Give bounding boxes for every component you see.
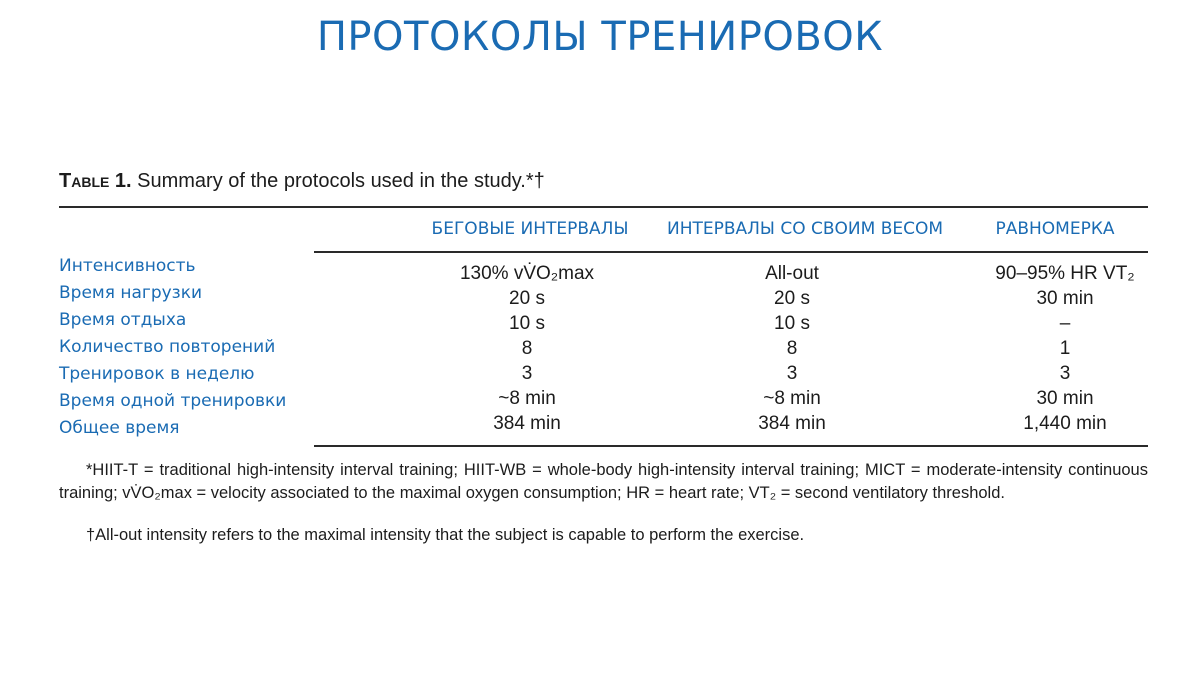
cell-sessions-running: 3 [521,363,533,384]
cell-intensity-continuous: 90–95% HR VT₂ [995,263,1135,284]
row-label-work-time: Время нагрузки [59,283,203,303]
row-label-repetitions: Количество повторений [59,337,276,357]
table-bottom-rule [314,445,1148,447]
cell-rest-time-continuous: – [1059,313,1071,334]
cell-sessions-continuous: 3 [1059,363,1071,384]
footnote-all-out: †All-out intensity refers to the maximal intensity that the subject is capable to perform the exercise. [86,526,805,544]
table-top-rule [59,206,1148,208]
cell-total-time-running: 384 min [493,413,561,434]
table-caption-label: Table 1. [59,170,132,192]
cell-session-duration-continuous: 30 min [1036,388,1094,409]
cell-repetitions-bodyweight: 8 [786,338,798,359]
slide-title: ПРОТОКОЛЫ ТРЕНИРОВОК [316,14,884,60]
row-label-total-time: Общее время [59,418,180,438]
row-label-sessions-per-week: Тренировок в неделю [59,364,255,384]
cell-work-time-running: 20 s [509,288,545,309]
cell-intensity-bodyweight: All-out [765,263,819,284]
cell-repetitions-running: 8 [521,338,533,359]
table-caption-text: Summary of the protocols used in the study.*† [131,170,545,192]
table-caption [59,170,545,193]
row-label-session-duration: Время одной тренировки [59,391,287,411]
cell-session-duration-running: ~8 min [498,388,556,409]
cell-sessions-bodyweight: 3 [786,363,798,384]
footnote-abbreviations: *HIIT-T = traditional high-intensity interval training; HIIT-WB = whole-body high-intensity interval training; MICT = moderate-intensity continuous training; vV̇O₂max = velocity associated to the maximal oxygen consumption; HR = heart rate; VT₂ = second ventilatory threshold. [59,461,1148,502]
cell-total-time-continuous: 1,440 min [1023,413,1107,434]
column-header-bodyweight-intervals: ИНТЕРВАЛЫ СО СВОИМ ВЕСОМ [666,219,944,239]
cell-total-time-bodyweight: 384 min [758,413,826,434]
column-header-continuous: РАВНОМЕРКА [995,219,1115,239]
row-label-rest-time: Время отдыха [59,310,187,330]
cell-repetitions-continuous: 1 [1059,338,1071,359]
row-label-intensity: Интенсивность [59,256,196,276]
cell-session-duration-bodyweight: ~8 min [763,388,821,409]
table-header-rule [314,251,1148,253]
cell-rest-time-bodyweight: 10 s [774,313,810,334]
column-header-running-intervals: БЕГОВЫЕ ИНТЕРВАЛЫ [431,219,629,239]
cell-work-time-bodyweight: 20 s [774,288,810,309]
cell-intensity-running: 130% vV̇O₂max [459,263,595,284]
cell-rest-time-running: 10 s [509,313,545,334]
cell-work-time-continuous: 30 min [1036,288,1094,309]
